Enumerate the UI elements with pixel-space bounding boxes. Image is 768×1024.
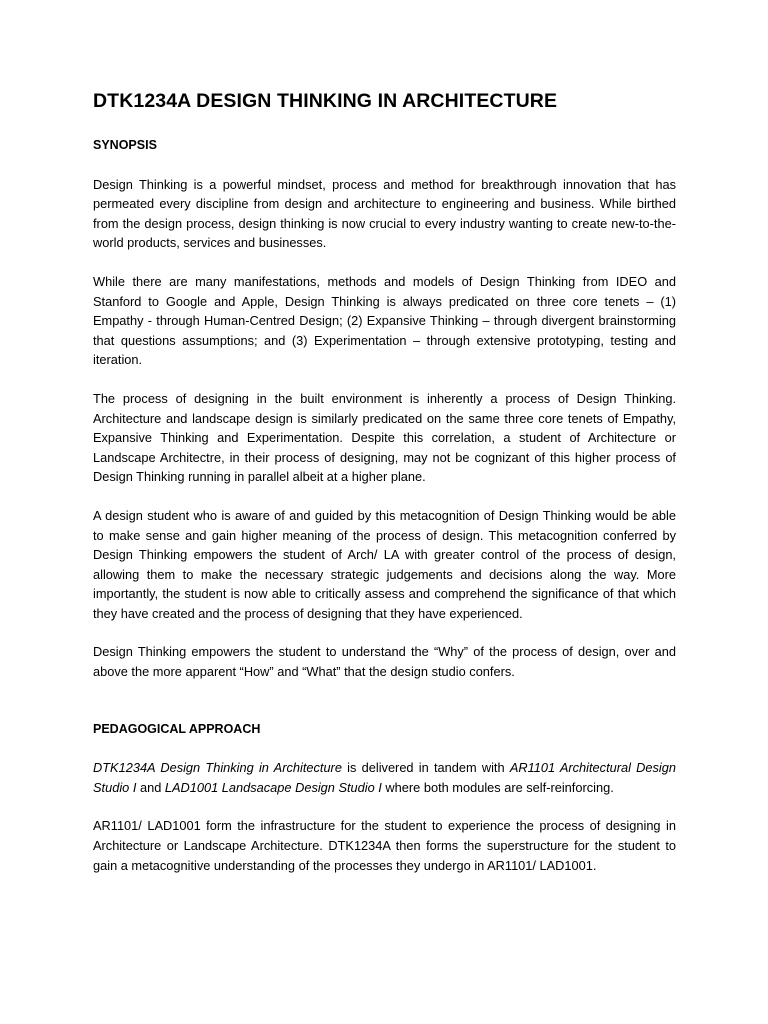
pedagogy-paragraph-1 <box>93 758 676 797</box>
pedagogy-paragraph-2: AR1101/ LAD1001 form the infrastructure for the student to experience the process of designing in Architecture or Landscape Architecture. DTK1234A then forms the superstructure for the student to gain a metacognitive understanding of the processes they undergo in AR1101/ LAD1001. <box>93 818 676 873</box>
document-page <box>93 88 676 894</box>
pedagogy-text-2: and <box>136 779 165 795</box>
synopsis-paragraph-5: Design Thinking empowers the student to understand the “Why” of the process of design, over and above the more apparent “How” and “What” that the design studio confers. <box>93 644 676 680</box>
synopsis-paragraph-3: The process of designing in the built environment is inherently a process of Design Thinking. Architecture and landscape design is similarly predicated on the same three core tenets of Empathy, Expansive Thinking and Experimentation. Despite this correlation, a student of Architecture or Landscape Architectre, in their process of designing, may not be cognizant of this higher process of Design Thinking running in parallel albeit at a higher plane. <box>93 390 676 485</box>
architecture-studio-italic: AR1101 Architectural Design Studio I <box>93 760 677 795</box>
synopsis-heading: SYNOPSIS <box>93 138 157 152</box>
synopsis-paragraph-2: While there are many manifestations, methods and models of Design Thinking from IDEO and Stanford to Google and Apple, Design Thinking is always predicated on three core tenets – (1) Empathy - through Human-Centred Design; (2) Expansive Thinking – through divergent brainstorming that questions assumptions; and (3) Experimentation – through extensive prototyping, testing and iteration. <box>93 273 676 368</box>
course-title-italic: DTK1234A Design Thinking in Architecture <box>93 760 342 776</box>
pedagogy-text-3: where both modules are self-reinforcing. <box>381 779 614 795</box>
landscape-studio-italic: LAD1001 Landsacape Design Studio I <box>164 779 382 795</box>
pedagogy-heading: PEDAGOGICAL APPROACH <box>93 721 261 736</box>
synopsis-paragraph-1: Design Thinking is a powerful mindset, process and method for breakthrough innovation that has permeated every discipline from design and architecture to engineering and business. While birthed from the design process, design thinking is now crucial to every industry wanting to create new-to-the-world products, services and businesses. <box>93 176 676 251</box>
section-spacer <box>93 701 676 720</box>
pedagogy-text-1: is delivered in tandem with <box>341 760 510 776</box>
synopsis-paragraph-4: A design student who is aware of and guided by this metacognition of Design Thinking would be able to make sense and gain higher meaning of the process of design. This metacognition conferred by Design Thinking empowers the student of Arch/ LA with greater control of the process of design, allowing them to make the necessary strategic judgements and decisions along the way. More importantly, the student is now able to critically assess and comprehend the significance of that which they have created and the process of designing that they have experienced. <box>93 507 676 621</box>
document-title: DTK1234A DESIGN THINKING IN ARCHITECTURE <box>93 90 558 112</box>
